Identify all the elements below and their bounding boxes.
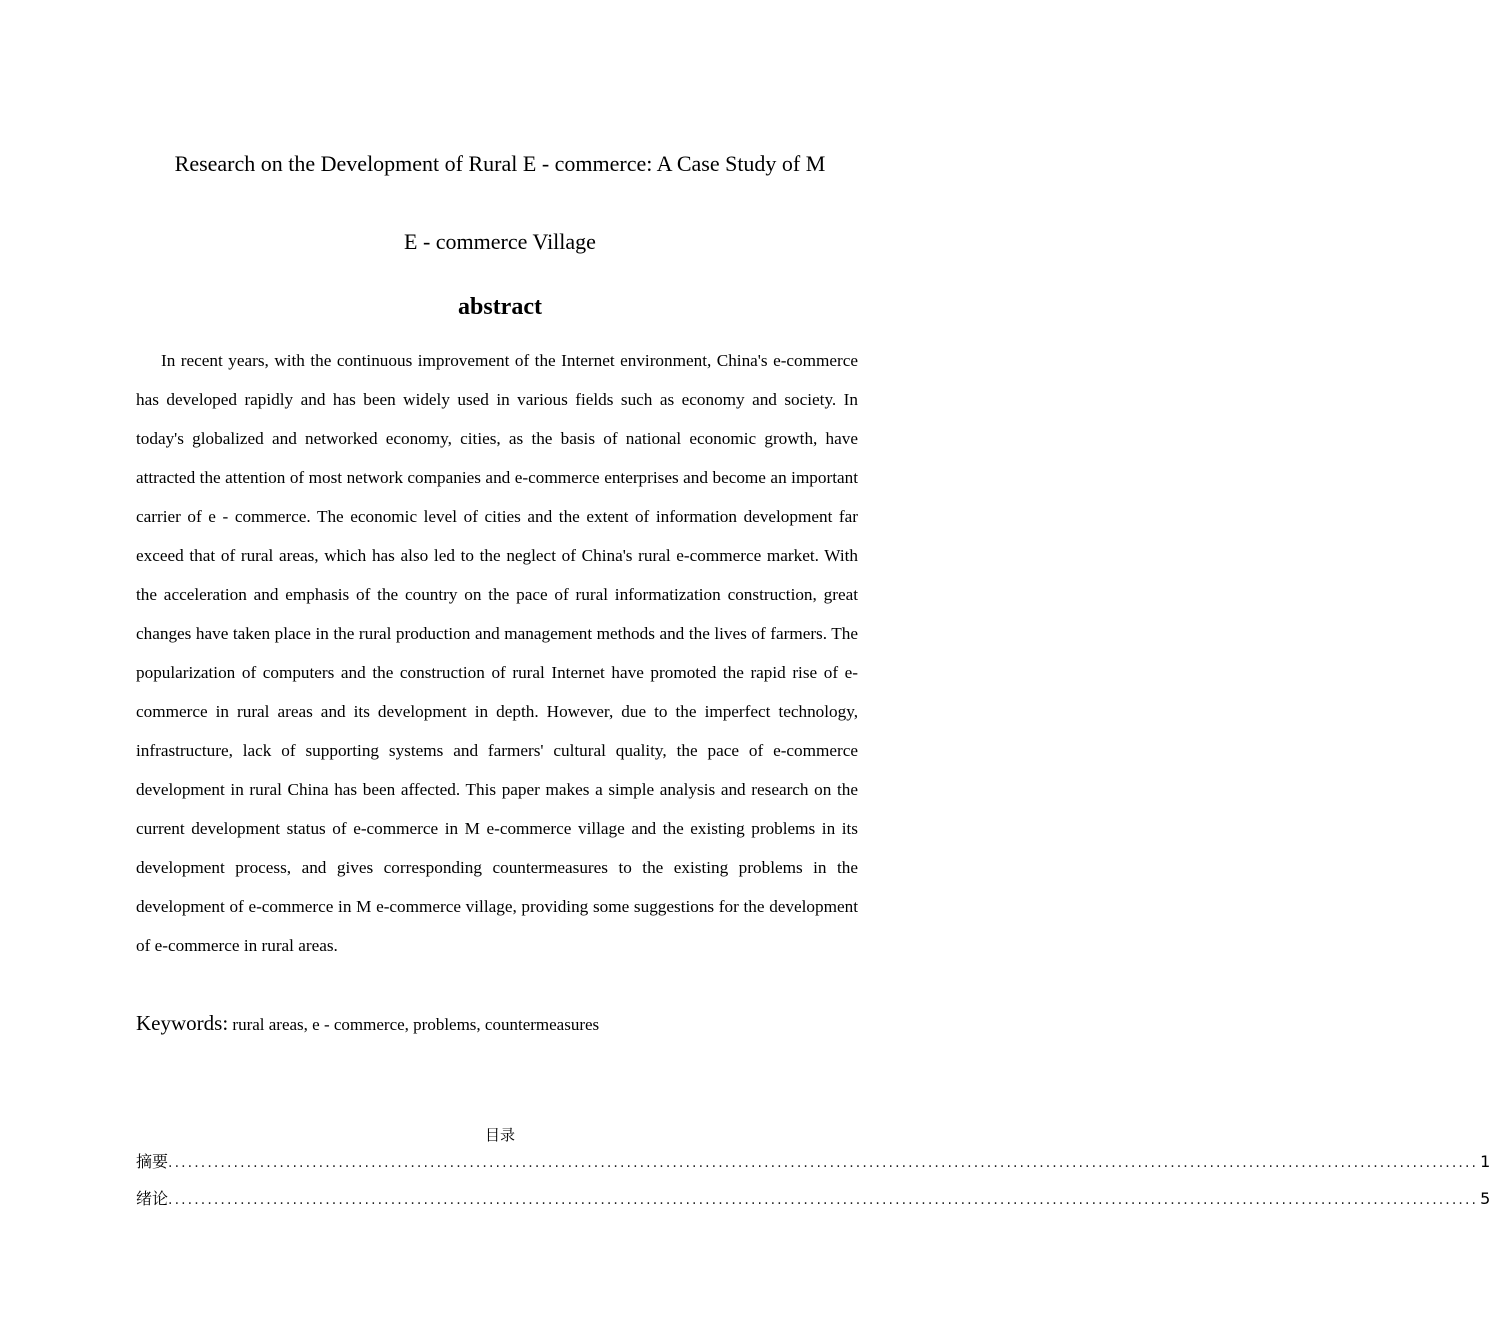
toc-title: 目录 [484, 1126, 515, 1144]
keywords-label: Keywords: [136, 1011, 229, 1035]
toc-leader-dots: ........................................................................................................................................................................................................ [168, 1155, 1479, 1171]
document-title-line-2: E - commerce Village [404, 229, 596, 254]
keywords-value: rural areas, e - commerce, problems, countermeasures [228, 1015, 600, 1034]
toc-leader-dots: ........................................................................................................................................................................................................ [168, 1192, 1479, 1208]
document-title-line-1: Research on the Development of Rural E - commerce: A Case Study of M [174, 151, 826, 176]
toc-entry[interactable] [136, 1151, 1490, 1174]
toc-entry-label[interactable]: 摘要 [136, 1152, 169, 1171]
keywords-line [136, 1007, 858, 1041]
toc-entry-page-number: 5 [1480, 1189, 1490, 1208]
abstract-heading: abstract [458, 294, 542, 320]
toc-entry-page-number: 1 [1480, 1152, 1490, 1171]
toc-entry-label[interactable]: 绪论 [136, 1189, 169, 1208]
toc-entry[interactable] [136, 1188, 1490, 1211]
abstract-paragraph: In recent years, with the continuous improvement of the Internet environment, China's e-commerce has developed rapidly and has been widely used in various fields such as economy and society. In today's globalized and networked economy, cities, as the basis of national economic growth, have attracted the attention of most network companies and e-commerce enterprises and become an important carrier of e - commerce. The economic level of cities and the extent of information development far exceed that of rural areas, which has also led to the neglect of China's rural e-commerce market. With the acceleration and emphasis of the country on the pace of rural informatization construction, great changes have taken place in the rural production and management methods and the lives of farmers. The popularization of computers and the construction of rural Internet have promoted the rapid rise of e-commerce in rural areas and its development in depth. However, due to the imperfect technology, infrastructure, lack of supporting systems and farmers' cultural quality, the pace of e-commerce development in rural China has been affected. This paper makes a simple analysis and research on the current development status of e-commerce in M e-commerce village and the existing problems in its development process, and gives corresponding countermeasures to the existing problems in the development of e-commerce in M e-commerce village, providing some suggestions for the development of e-commerce in rural areas. [136, 351, 858, 955]
